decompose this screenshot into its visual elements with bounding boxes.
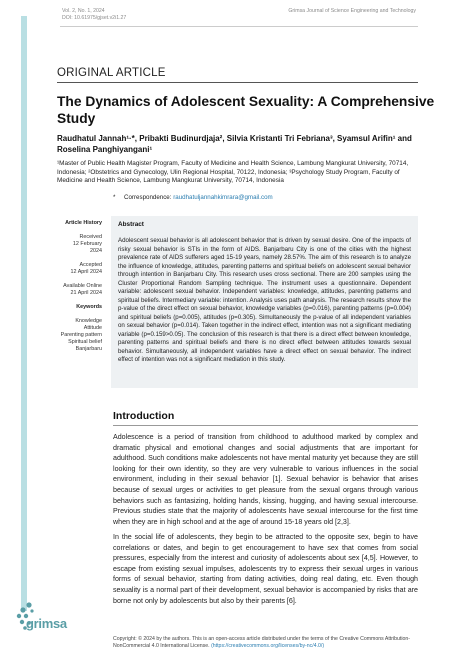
article-history-panel bbox=[60, 220, 102, 353]
journal-name: Grimsa Journal of Science Engineering and Technology bbox=[288, 8, 416, 14]
received-date: 12 February 2024 bbox=[72, 241, 102, 254]
correspondence-label: Correspondence: bbox=[124, 194, 172, 201]
article-history-heading: Article History bbox=[65, 220, 102, 226]
received-block bbox=[60, 234, 102, 255]
keyword-item: Knowledge bbox=[75, 318, 102, 324]
accepted-label: Accepted bbox=[79, 262, 102, 268]
correspondence bbox=[124, 194, 273, 201]
keyword-item: Banjarbaru bbox=[75, 346, 102, 352]
keyword-item: Parenting pattern bbox=[60, 332, 102, 338]
copyright-text: Copyright: © 2024 by the authors. This is an open-access article distributed under the terms of the Creative Commons Attribution-NonCommercial 4.0 International License. bbox=[113, 636, 410, 649]
doi-text[interactable]: DOI: 10.61975/gjset.v2i1.27 bbox=[62, 15, 127, 21]
header-divider bbox=[60, 26, 418, 27]
paper-title: The Dynamics of Adolescent Sexuality: A Comprehensive Study bbox=[57, 94, 435, 126]
keyword-item: Attitude bbox=[83, 325, 102, 331]
online-block bbox=[60, 283, 102, 297]
accepted-date: 12 April 2024 bbox=[70, 269, 102, 275]
abstract-box bbox=[111, 216, 418, 388]
keywords-heading: Keywords bbox=[76, 304, 102, 310]
correspondence-bullet: * bbox=[113, 194, 116, 201]
introduction-heading: Introduction bbox=[113, 410, 175, 422]
license-link[interactable]: (https://creativecommons.org/licenses/by-nc/4.0/) bbox=[211, 643, 325, 649]
section-label: ORIGINAL ARTICLE bbox=[57, 67, 166, 79]
introduction-divider bbox=[113, 425, 418, 426]
introduction-paragraph-2: In the social life of adolescents, they begin to be attracted to the opposite sex, begin to have correlations or dates, and begin to get encouragement to have sex that comes from social pressures, especially from the interest and curiosity of adolescents about sex [4,5]. However, to escape from existing sexual impulses, adolescents try to express their sexual urges in various forms of sexual behavior, starting from dating activities, doing real dating, etc. Even though sexuality is a normal part of their development, sexual behavior is accompanied by risks that are borne not only by adolescents but also by their parents [6]. bbox=[113, 533, 418, 605]
received-label: Received bbox=[79, 234, 102, 240]
side-decorative-bar bbox=[21, 16, 27, 611]
abstract-text: Adolescent sexual behavior is all adolescent behavior that is driven by sexual desire. One of the impacts of risky sexual behavior is STIs in the form of AIDS. Banjarbaru City is one of the cities with the highest prevalence rate of AIDS sufferers aged 15-19 years, namely 28.57%. The aim of this research is to analyze the influence of knowledge, attitudes, parenting patterns and spiritual beliefs on adolescent sexual behavior through intention in Banjarbaru City. This research uses cross sectional. There are 200 samples using the Cluster Proportional Random Sampling technique. The instrument uses a questionnaire. Dependent variable: adolescent sexual behavior. Independent variables: knowledge, attitudes, parenting patterns and spiritual beliefs. Intermediary variable: intention. Analysis uses path analysis. The research results show the p-value of the direct effect on sexual behavior, knowledge variables (p=0.016), parenting patterns (p=0.004) and spiritual beliefs (p=0.005), attitudes (p=0.305). Simultaneously the p-value of all independent variables on sexual behavior (p=0.014). Taken together in the indirect effect, intention was not a significant mediating variable (p=0.159>0.05). The conclusion of this research is that there is a direct effect between knowledge, parenting patterns and spiritual beliefs and there is no direct effect between attitudes towards sexual behavior. Simultaneously, all independent variables have a direct effect on sexual behavior. The indirect effect of intention was not a significant mediation in this study. bbox=[118, 237, 411, 363]
correspondence-email-link[interactable]: raudhatuljannahkimrara@gmail.com bbox=[173, 194, 273, 201]
section-divider bbox=[57, 82, 418, 83]
journal-volume-info bbox=[62, 8, 126, 22]
affiliations: ¹Master of Public Health Magister Program, Faculty of Medicine and Health Science, Lambung Mangkurat University, 70714, Indonesia; ²Obstetrics and Gynecology, Ulin Regional Hospital, 70122, Indonesia; ³Psychology Study Program, Faculty of Medicine and Health Science, Lambung Mangkurat University, 70714, Indonesia bbox=[57, 160, 409, 184]
author-list: Raudhatul Jannah¹·*, Pribakti Budinurdjaja², Silvia Kristanti Tri Febriana³, Syamsul Arifin¹ and Roselina Panghiyangani¹ bbox=[57, 134, 412, 154]
introduction-paragraph-1: Adolescence is a period of transition from childhood to adulthood marked by complex and dramatic physical and emotional changes and social adjustments that are important for adulthood. Such conditions make adolescents not have mental maturity yet because they are still looking for their own identity, so they are very vulnerable to various influences in the social environment, including in their sexual behavior [1]. Sexual behavior is behavior that arises because of sexual urges or activities to get pleasure from the sexual organs through various behaviors such as fantasizing, holding hands, kissing, hugging, and having sexual intercourse. Previous studies state that the majority of adolescents have sexual intercourse for the first time when they are in high school and at the age of around 15-18 years old [2,3]. bbox=[113, 433, 418, 526]
copyright-footer bbox=[113, 636, 423, 650]
online-date: 21 April 2024 bbox=[70, 290, 102, 296]
abstract-heading: Abstract bbox=[118, 221, 144, 228]
accepted-block bbox=[60, 262, 102, 276]
grimsa-logo-text: grimsa bbox=[26, 616, 67, 631]
keyword-item: Spiritual belief bbox=[68, 339, 102, 345]
volume-text: Vol. 2, No. 1, 2024 bbox=[62, 8, 105, 14]
online-label: Available Online bbox=[63, 283, 102, 289]
